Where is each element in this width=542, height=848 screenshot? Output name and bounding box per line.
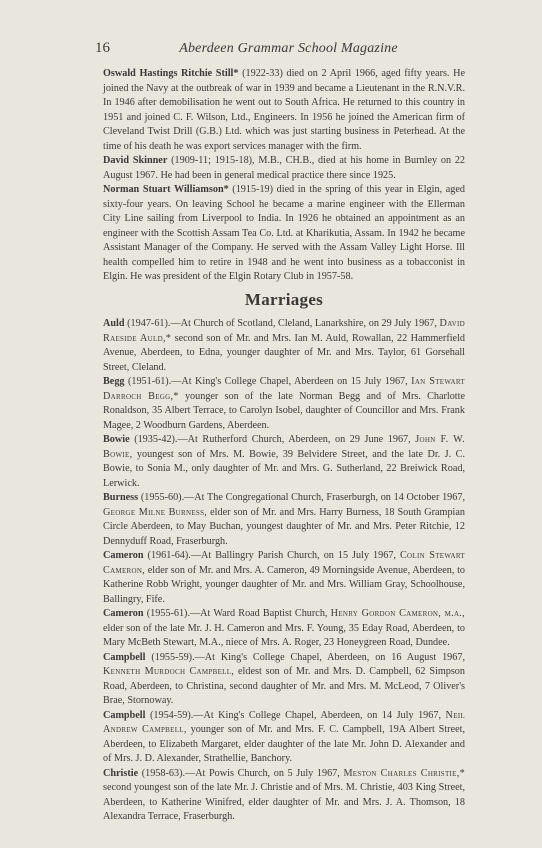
marriage-entry bbox=[103, 767, 465, 825]
groom-name: Ian Stewart Darroch Begg,* bbox=[103, 376, 465, 402]
obituary-name: Oswald Hastings Ritchie Still* bbox=[103, 68, 239, 79]
obituary-text: (1909-11; 1915-18), M.B., CH.B., died at his home in Burnley on 22 August 1967. He had been in general medical practice there since 1925. bbox=[103, 155, 466, 181]
marriage-surname: Cameron bbox=[103, 550, 144, 561]
marriage-details: (1947-61).—At Church of Scotland, Cleland, Lanarkshire, on 29 July 1967, bbox=[124, 318, 440, 329]
marriage-details: elder son of the late Mr. J. H. Cameron and Mrs. F. Young, 35 Eday Road, Aberdeen, to Mary McBeth Stewart, M.A., niece of Mrs. A. Roger, 23 Honeygreen Road, Dundee. bbox=[103, 622, 465, 648]
marriage-details: (1951-61).—At King's College Chapel, Aberdeen on 15 July 1967, bbox=[124, 376, 412, 387]
marriage-details: (1954-59).—At King's College Chapel, Aberdeen, on 14 July 1967, bbox=[145, 709, 446, 721]
marriage-details: (1935-42).—At Rutherford Church, Aberdeen, on 29 June 1967, bbox=[129, 434, 416, 445]
marriage-details: elder son of Mr. and Mrs. A. Cameron, 49 Morningside Avenue, Aberdeen, to Katherine Robb Wright, younger daughter of Mr. and Mrs. William Gray, Schoolhouse, Ballingry, Fife. bbox=[103, 564, 465, 605]
obituary-entry bbox=[103, 154, 465, 183]
page-number: 16 bbox=[95, 40, 110, 56]
marriage-details: (1958-63).—At Powis Church, on 5 July 1967, bbox=[138, 767, 344, 779]
obituary-name: Norman Stuart Williamson* bbox=[103, 184, 229, 195]
marriage-details: second youngest son of the late Mr. J. Christie and of Mrs. M. Christie, 403 King Street, Aberdeen, to Katherine Winifred, elder daughter of Mr. and Mrs. J. A. Thomson, 18 Alexandra Terrace, Fraserburgh. bbox=[103, 782, 465, 822]
marriage-details: younger son of Mr. and Mrs. F. C. Campbell, 19A Albert Street, Aberdeen, to Elizabeth Margaret, elder daughter of the late Mr. John D. Alexander and of Mrs. J. D. Alexander, Strathellie, Banchory. bbox=[103, 724, 465, 764]
groom-name: David Raeside Auld,* bbox=[103, 318, 465, 344]
marriage-entry bbox=[103, 375, 465, 433]
marriage-entry bbox=[103, 317, 465, 375]
marriage-surname: Campbell bbox=[103, 709, 146, 721]
groom-name: Meston Charles Christie,* bbox=[343, 767, 465, 779]
marriages-section bbox=[103, 317, 465, 825]
marriage-entry bbox=[103, 607, 465, 651]
marriage-surname: Cameron bbox=[103, 608, 144, 619]
marriage-entry bbox=[103, 433, 465, 491]
section-title-marriages: Marriages bbox=[244, 290, 324, 309]
marriage-surname: Christie bbox=[103, 767, 139, 779]
obituary-text: (1922-33) died on 2 April 1966, aged fifty years. He joined the Navy at the outbreak of war in 1939 and became a Lieutenant in the R.N.V.R. In 1946 after demobilisation he went out to South Africa. He returned to this country in 1951 and joined C. F. Wilson, Ltd., Engineers. In 1956 he joined the American firm of Cleveland Twist Drill (G.B.) Ltd. which was just starting business in Peterhead. At the time of his death he was export services manager with the firm. bbox=[103, 68, 466, 152]
groom-name: Kenneth Murdoch Campbell, bbox=[103, 666, 235, 677]
marriage-details: eldest son of Mr. and Mrs. D. Campbell, 62 Simpson Road, Aberdeen, to Christina, second daughter of Mr. and Mrs. M. McLeod, 7 Oliver's Brae, Stornoway. bbox=[103, 666, 465, 706]
marriage-details: elder son of Mr. and Mrs. Harry Burness, 18 South Grampian Circle Aberdeen, to May Buchan, youngest daughter of Mr. and Mrs. Peter Ritchie, 12 Dennyduff Road, Fraserburgh. bbox=[103, 506, 465, 547]
marriage-details: second son of Mr. and Mrs. Ian M. Auld, Rowallan, 22 Hammerfield Avenue, Aberdeen, to Edna, younger daughter of Mr. and Mrs. Taylor, 61 Gorsehall Street, Cleland. bbox=[103, 332, 465, 373]
page-header bbox=[95, 40, 482, 62]
marriage-surname: Auld bbox=[103, 318, 125, 329]
groom-name: John F. W. Bowie, bbox=[103, 434, 465, 460]
marriage-surname: Campbell bbox=[103, 651, 146, 663]
groom-name: Colin Stewart Cameron, bbox=[103, 550, 465, 576]
obituary-text: (1915-19) died in the spring of this year in Elgin, aged sixty-four years. On leaving School he became a marine engineer with the Ellerman City Line sailing from Liverpool to India. In 1926 he obtained an appointment as an engineer with the Scottish Assam Tea Co. Ltd. at Kharikutia, Assam. In 1942 he became Assistant Manager of the Company. He served with the Assam Valley Light Horse. Ill health compelled him to retire in 1948 and he went into business as a tobacconist in Elgin. He was president of the Elgin Rotary Club in 1957-58. bbox=[103, 184, 465, 282]
obituaries-section bbox=[103, 67, 465, 285]
marriage-details: younger son of the late Norman Begg and of Mrs. Charlotte Ronaldson, 35 Albert Terrace, to Carolyn Isobel, daughter of Councillor and Mrs. Frank Magee, 2 Woodburn Gardens, Aberdeen. bbox=[103, 390, 465, 431]
groom-name: Henry Gordon Cameron, m.a., bbox=[330, 608, 465, 619]
obituary-entry bbox=[103, 183, 465, 285]
marriage-surname: Bowie bbox=[103, 434, 130, 445]
marriage-details: (1955-61).—At Ward Road Baptist Church, bbox=[143, 608, 331, 619]
marriage-details: youngest son of Mrs. M. Bowie, 39 Belvidere Street, and the late Dr. J. C. Bowie, to Sonia M., only daughter of Mr. and Mrs. G. Sutherland, 22 Breiwick Road, Lerwick. bbox=[103, 448, 465, 489]
marriage-surname: Burness bbox=[103, 492, 139, 503]
marriage-entry bbox=[103, 709, 465, 767]
marriage-details: (1955-59).—At King's College Chapel, Aberdeen, on 16 August 1967, bbox=[145, 651, 465, 663]
marriage-details: (1955-60).—At The Congregational Church, Fraserburgh, on 14 October 1967, bbox=[138, 492, 465, 503]
marriage-surname: Begg bbox=[103, 376, 125, 387]
groom-name: Neil Andrew Campbell, bbox=[103, 709, 465, 735]
obituary-entry bbox=[103, 67, 465, 154]
running-title: Aberdeen Grammar School Magazine bbox=[179, 41, 398, 56]
marriage-entry bbox=[103, 549, 465, 607]
marriage-entry bbox=[103, 651, 465, 709]
marriage-entry bbox=[103, 491, 465, 549]
groom-name: George Milne Burness, bbox=[103, 506, 208, 518]
marriage-details: (1961-64).—At Ballingry Parish Church, on 15 July 1967, bbox=[143, 550, 400, 561]
obituary-name: David Skinner bbox=[103, 155, 168, 166]
